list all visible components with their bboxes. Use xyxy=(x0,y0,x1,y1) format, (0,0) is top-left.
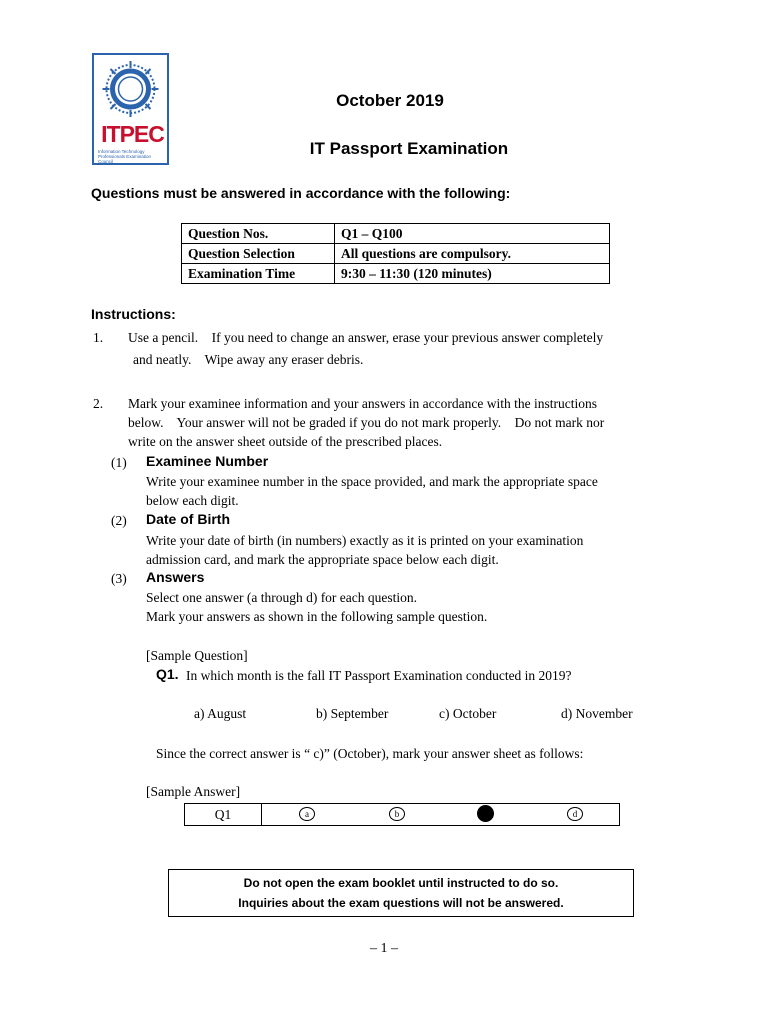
logo-subtext: Information Technology Professionals Examination Council xyxy=(98,149,152,164)
table-cell-label: Question Selection xyxy=(182,244,335,264)
exam-info-table xyxy=(181,223,610,284)
table-cell-value: 9:30 – 11:30 (120 minutes) xyxy=(335,264,610,284)
sample-answer-label: [Sample Answer] xyxy=(146,784,241,799)
answer-row-label: Q1 xyxy=(185,804,262,825)
sub3-line1: Select one answer (a through d) for each question. xyxy=(146,590,418,605)
sun-emblem-icon xyxy=(94,57,167,121)
sample-question-number: Q1. xyxy=(156,666,179,682)
table-row xyxy=(182,264,610,284)
sub3-line2: Mark your answers as shown in the following sample question. xyxy=(146,609,488,624)
instructions-heading: Instructions: xyxy=(91,306,176,322)
sample-question-text: In which month is the fall IT Passport Examination conducted in 2019? xyxy=(186,668,572,683)
table-cell-value: Q1 – Q100 xyxy=(335,224,610,244)
bubble-b: b xyxy=(389,807,405,821)
logo-text: ITPEC xyxy=(101,121,164,147)
sub-number: (3) xyxy=(111,571,127,586)
sub1-line1: Write your examinee number in the space provided, and mark the appropriate space xyxy=(146,474,598,489)
item2-line2: below. Your answer will not be graded if you do not mark properly. Do not mark nor xyxy=(128,415,605,430)
item2-line3: write on the answer sheet outside of the prescribed places. xyxy=(128,434,443,449)
bubble-d: d xyxy=(567,807,583,821)
exam-date: October 2019 xyxy=(336,91,444,110)
option-c: c) October xyxy=(439,706,497,721)
table-cell-label: Question Nos. xyxy=(182,224,335,244)
intro-text: Questions must be answered in accordance with the following: xyxy=(91,185,511,201)
table-cell-value: All questions are compulsory. xyxy=(335,244,610,264)
item1-line2: and neatly. Wipe away any eraser debris. xyxy=(133,352,364,367)
answers-heading: Answers xyxy=(146,569,205,585)
item-number: 1. xyxy=(93,330,104,345)
exam-title: IT Passport Examination xyxy=(309,139,509,158)
sub-number: (2) xyxy=(111,513,127,528)
option-d: d) November xyxy=(561,706,633,721)
date-of-birth-heading: Date of Birth xyxy=(146,511,230,527)
bubble-c-filled xyxy=(477,805,494,822)
sub2-line2: admission card, and mark the appropriate space below each digit. xyxy=(146,552,499,567)
sub1-line2: below each digit. xyxy=(146,493,239,508)
sample-answer-row xyxy=(184,803,620,826)
notice-line1: Do not open the exam booklet until instructed to do so. xyxy=(243,876,559,890)
notice-box xyxy=(168,869,634,917)
notice-line2: Inquiries about the exam questions will not be answered. xyxy=(238,896,564,910)
examinee-number-heading: Examinee Number xyxy=(146,453,269,469)
option-b: b) September xyxy=(316,706,389,721)
table-cell-label: Examination Time xyxy=(182,264,335,284)
sub2-line1: Write your date of birth (in numbers) exactly as it is printed on your examination xyxy=(146,533,584,548)
sub-number: (1) xyxy=(111,455,127,470)
item-number: 2. xyxy=(93,396,104,411)
answer-explanation: Since the correct answer is “ c)” (October), mark your answer sheet as follows: xyxy=(156,746,584,761)
page-number: – 1 – xyxy=(370,941,398,956)
sample-question-label: [Sample Question] xyxy=(146,648,248,663)
item1-line1: Use a pencil. If you need to change an answer, erase your previous answer completely xyxy=(128,330,604,345)
option-a: a) August xyxy=(194,706,247,721)
table-row xyxy=(182,224,610,244)
table-row xyxy=(182,244,610,264)
bubble-a: a xyxy=(299,807,315,821)
item2-line1: Mark your examinee information and your answers in accordance with the instructions xyxy=(128,396,597,411)
